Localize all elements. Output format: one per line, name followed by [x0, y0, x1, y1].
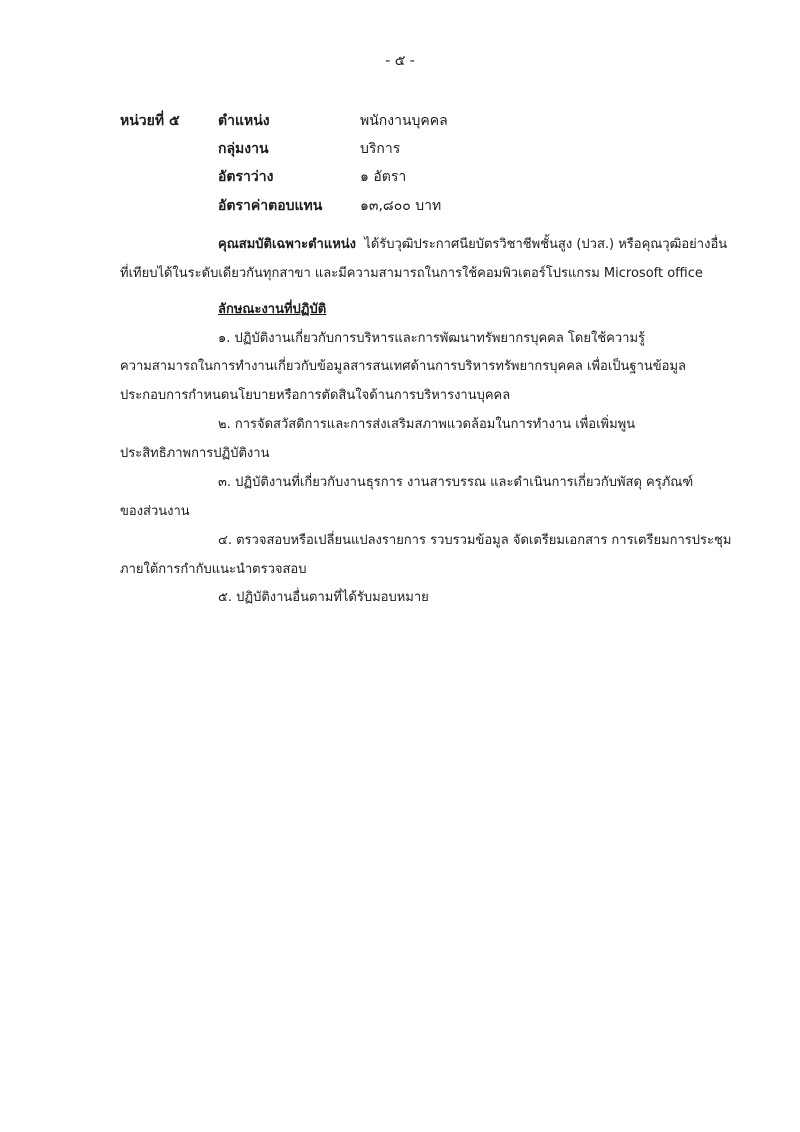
duty-item-2-cont-1: ประสิทธิภาพการปฏิบัติงาน — [120, 446, 270, 461]
field-label-salary: อัตราค่าตอบแทน — [218, 198, 323, 214]
duty-item-1-cont-2: ประกอบการกำหนดนโยบายหรือการตัดสินใจด้านการบริหารงานบุคคล — [120, 388, 511, 403]
qualification-line-2: ที่เทียบได้ในระดับเดียวกันทุกสาขา และมีความสามารถในการใช้คอมพิวเตอร์โปรแกรม Microsoft office — [120, 266, 703, 281]
duty-item-1-cont-1: ความสามารถในการทำงานเกี่ยวกับข้อมูลสารสนเทศด้านการบริหารทรัพยากรบุคคล เพื่อเป็นฐานข้อมูล — [120, 359, 686, 374]
duty-item-4: ๔. ตรวจสอบหรือเปลี่ยนแปลงรายการ รวบรวมข้อมูล จัดเตรียมเอกสาร การเตรียมการประชุม — [218, 533, 732, 548]
field-value-vacancy: ๑ อัตรา — [360, 169, 407, 185]
field-value-group: บริการ — [360, 141, 401, 157]
duty-item-5: ๕. ปฏิบัติงานอื่นตามที่ได้รับมอบหมาย — [218, 590, 429, 605]
qualification-text-1: ได้รับวุฒิประกาศนียบัตรวิชาชีพชั้นสูง (ปวส.) หรือคุณวุฒิอย่างอื่น — [364, 237, 728, 252]
duty-item-3-cont-1: ของส่วนงาน — [120, 504, 190, 519]
qualification-line-1 — [218, 233, 727, 254]
duty-item-2: ๒. การจัดสวัสดิการและการส่งเสริมสภาพแวดล้อมในการทำงาน เพื่อเพิ่มพูน — [218, 417, 636, 432]
page-number: - ๕ - — [385, 53, 415, 69]
field-value-salary: ๑๓,๘๐๐ บาท — [360, 198, 442, 214]
duty-item-1: ๑. ปฏิบัติงานเกี่ยวกับการบริหารและการพัฒนาทรัพยากรบุคคล โดยใช้ความรู้ — [218, 331, 645, 346]
duties-heading: ลักษณะงานที่ปฏิบัติ — [218, 302, 327, 317]
field-label-group: กลุ่มงาน — [218, 141, 269, 157]
duty-item-4-cont-1: ภายใต้การกำกับแนะนำตรวจสอบ — [120, 562, 307, 577]
field-value-position: พนักงานบุคคล — [360, 113, 448, 129]
duty-item-3: ๓. ปฏิบัติงานที่เกี่ยวกับงานธุรการ งานสารบรรณ และดำเนินการเกี่ยวกับพัสดุ ครุภัณฑ์ — [218, 475, 694, 490]
field-label-position: ตำแหน่ง — [218, 113, 270, 129]
qualification-heading: คุณสมบัติเฉพาะตำแหน่ง — [218, 237, 357, 252]
field-label-vacancy: อัตราว่าง — [218, 169, 274, 185]
unit-label: หน่วยที่ ๕ — [120, 113, 180, 129]
